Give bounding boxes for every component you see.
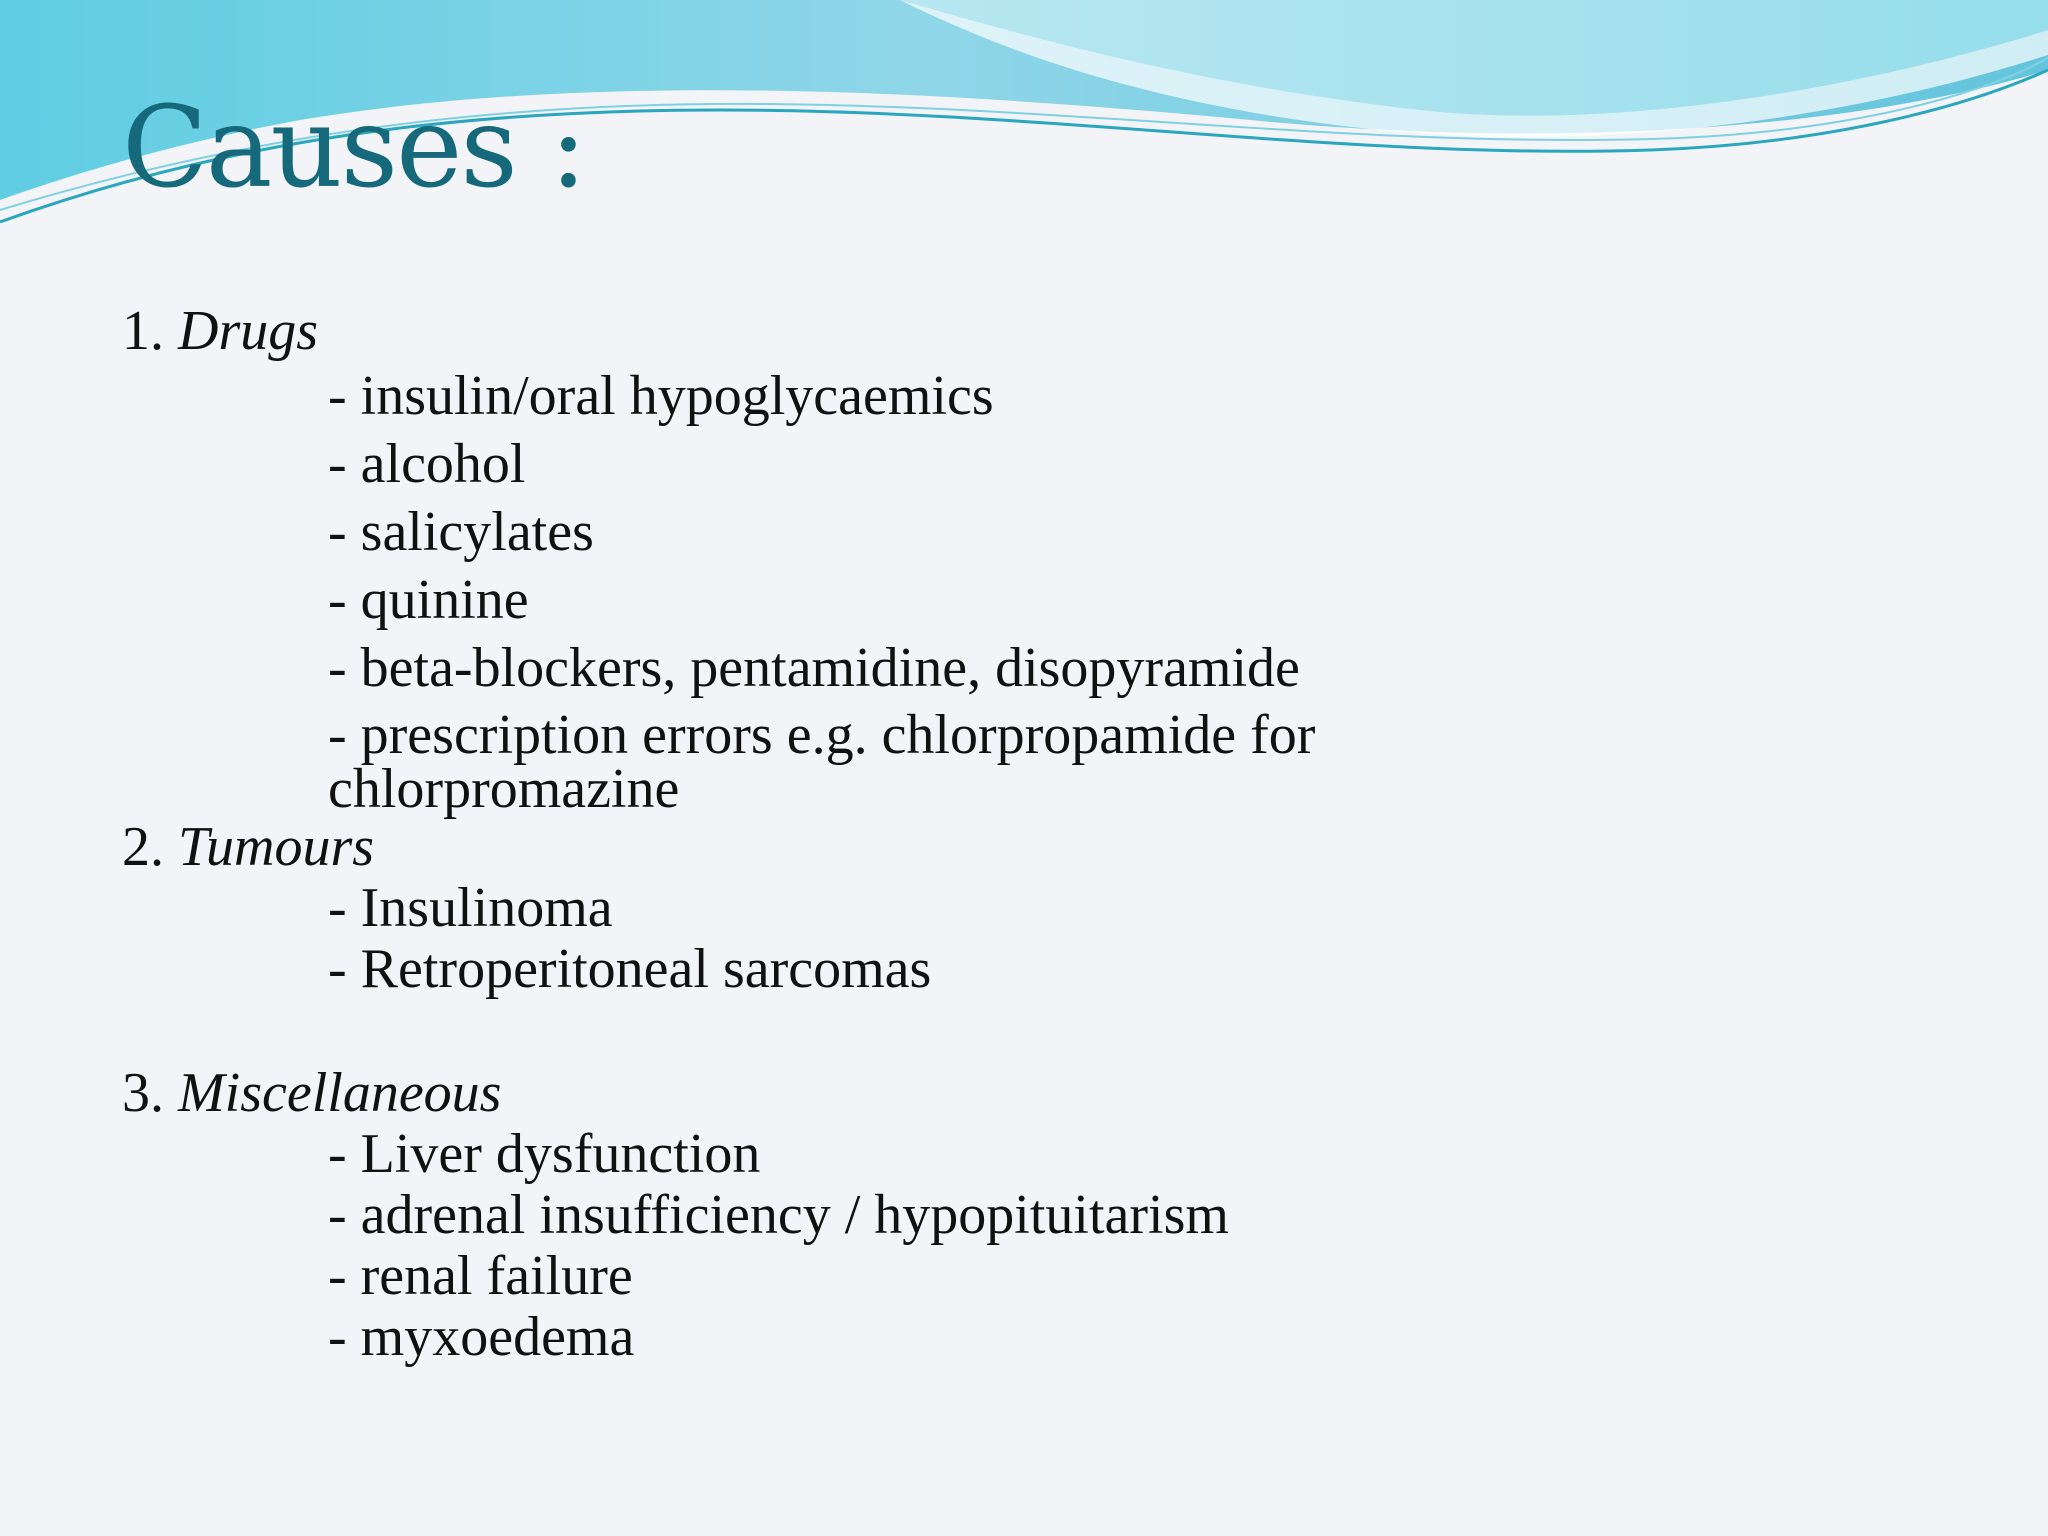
section-number: 3. bbox=[122, 1062, 164, 1124]
list-item: - myxoedema bbox=[328, 1306, 635, 1368]
list-item: - adrenal insufficiency / hypopituitarism bbox=[328, 1184, 1229, 1246]
list-item: - Insulinoma bbox=[328, 877, 613, 939]
causes-content bbox=[122, 300, 1822, 1368]
section-name: Drugs bbox=[178, 300, 319, 362]
list-item: - insulin/oral hypoglycaemics bbox=[328, 365, 994, 427]
section-name: Miscellaneous bbox=[178, 1062, 502, 1124]
item-list bbox=[122, 878, 1822, 1000]
section-number: 2. bbox=[122, 816, 164, 878]
list-item: - salicylates bbox=[328, 501, 594, 563]
list-item: - renal failure bbox=[328, 1245, 633, 1307]
section-heading bbox=[122, 1062, 1822, 1124]
list-item: - quinine bbox=[328, 569, 529, 631]
list-item: - prescription errors e.g. chlorpropamide for chlorpromazine bbox=[328, 704, 1316, 820]
list-item: - beta-blockers, pentamidine, disopyramide bbox=[328, 637, 1300, 699]
section-tumours bbox=[122, 816, 1822, 1000]
section-miscellaneous bbox=[122, 1062, 1822, 1368]
section-spacer bbox=[122, 1000, 1822, 1062]
slide-title: Causes : bbox=[122, 83, 586, 213]
section-drugs bbox=[122, 300, 1822, 820]
item-list bbox=[122, 1124, 1822, 1368]
section-number: 1. bbox=[122, 300, 164, 362]
list-item: - Liver dysfunction bbox=[328, 1123, 761, 1185]
list-item: - Retroperitoneal sarcomas bbox=[328, 938, 932, 1000]
section-name: Tumours bbox=[178, 816, 375, 878]
list-item: - alcohol bbox=[328, 433, 526, 495]
section-heading bbox=[122, 300, 1822, 362]
section-heading bbox=[122, 816, 1822, 878]
item-list bbox=[122, 362, 1822, 820]
